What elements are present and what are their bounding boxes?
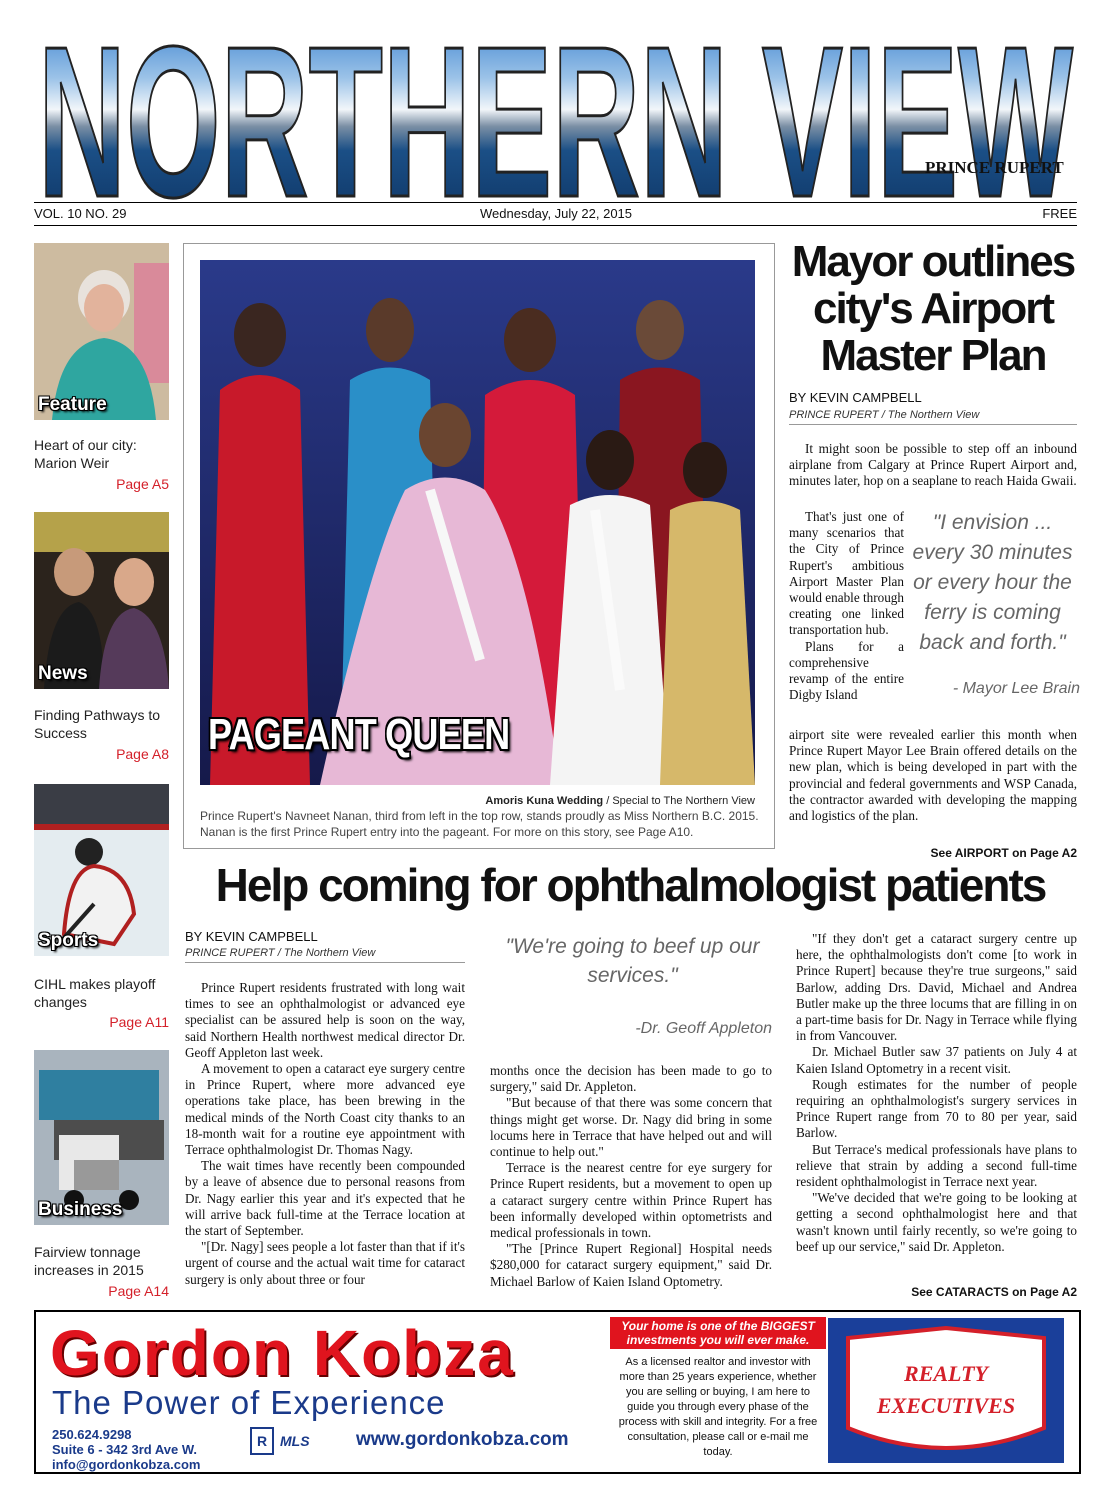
- mayor-pull-quote: "I envision ... every 30 minutes or every hour the ferry is coming back and forth.": [912, 511, 1073, 654]
- mayor-paragraph: airport site were revealed earlier this month when Prince Rupert Mayor Lee Brain offered details on the new plan, which is being developed in part with the provincial and federal governments and WSP Canada, the contractor awarded with developing the mapping and logistics of the plan.: [789, 727, 1077, 824]
- realty-executives-emblem: [828, 1318, 1064, 1463]
- mayor-paragraph: That's just one of many scenarios that the City of Prince Rupert's ambitious Airport Master Plan would enable through creating one linked transportation hub.: [789, 509, 904, 638]
- help-paragraph: Dr. Michael Butler saw 37 patients on July 4 at Kaien Island Optometry in a recent visit.: [796, 1044, 1077, 1076]
- ad-agent-name: Gordon Kobza: [50, 1317, 515, 1389]
- teaser-sports[interactable]: CIHL makes playoff changes: [34, 976, 156, 1010]
- sidebar-item-news[interactable]: [34, 512, 169, 689]
- teaser-feature[interactable]: Heart of our city: Marion Weir: [34, 437, 137, 471]
- help-paragraph: Terrace is the nearest centre for eye surgery for Prince Rupert residents, but a movement to open up a cataract surgery centre within Prince Rupert has been informally developed within optometrists and medical professionals in town.: [490, 1160, 772, 1241]
- mayor-headline[interactable]: Mayor outlines city's Airport Master Plan: [791, 237, 1075, 380]
- ad-phone[interactable]: 250.624.9298: [52, 1427, 132, 1442]
- help-byline: BY KEVIN CAMPBELL: [185, 929, 318, 944]
- sidebar-item-sports[interactable]: [34, 784, 169, 956]
- airport-jump-link[interactable]: See AIRPORT on Page A2: [930, 846, 1077, 860]
- help-paragraph: The wait times have recently been compounded by a leave of absence due to personal reasons from Dr. Nagy earlier this year and it's expected that he will arrive back full-time at the Terrace location at the start of September.: [185, 1158, 465, 1239]
- photo-credit: [200, 795, 755, 807]
- masthead-logo: [30, 31, 1080, 211]
- sidebar-item-business[interactable]: [34, 1050, 169, 1225]
- masthead: [30, 31, 1080, 211]
- mayor-body-top: [789, 441, 1077, 490]
- help-column-1: [185, 980, 465, 1288]
- help-byline-source: PRINCE RUPERT / The Northern View: [185, 947, 465, 963]
- volume-number: VOL. 10 NO. 29: [34, 206, 127, 221]
- ad-email[interactable]: info@gordonkobza.com: [52, 1457, 201, 1472]
- page-link-business[interactable]: Page A14: [108, 1283, 169, 1299]
- photo-credit-name: Amoris Kuna Wedding: [485, 795, 604, 807]
- mayor-byline-source: PRINCE RUPERT / The Northern View: [789, 409, 1077, 425]
- photo-caption: Prince Rupert's Navneet Nanan, third from left in the top row, stands proudly as Miss Northern B.C. 2015. Nanan is the first Prince Rupert entry into the pageant. For more on this story, see Page A10.: [200, 809, 759, 839]
- page-link-sports[interactable]: Page A11: [109, 1014, 169, 1030]
- lead-photo: [200, 260, 755, 785]
- help-quote-attribution: -Dr. Geoff Appleton: [635, 1020, 772, 1037]
- teaser-business[interactable]: Fairview tonnage increases in 2015: [34, 1244, 144, 1278]
- section-label-sports: Sports: [38, 930, 99, 951]
- section-label-news: News: [38, 663, 88, 684]
- price: FREE: [1042, 206, 1077, 221]
- help-paragraph: months once the decision has been made to go to surgery," said Dr. Appleton.: [490, 1063, 772, 1095]
- help-pull-quote: "We're going to beef up our services.": [505, 935, 760, 987]
- help-paragraph: But Terrace's medical professionals have plans to relieve that strain by adding a second full-time resident ophthalmologist in Terrace next year.: [796, 1141, 1077, 1190]
- sidebar-item-feature[interactable]: [34, 243, 169, 420]
- mayor-paragraph: It might soon be possible to step off an inbound airplane from Calgary at Prince Rupert Airport and, minutes later, hop on a seaplane to reach Haida Gwaii.: [789, 441, 1077, 489]
- ad-website[interactable]: www.gordonkobza.com: [356, 1429, 569, 1450]
- help-paragraph: "The [Prince Rupert Regional] Hospital needs $280,000 for cataract surgery equipment," said Dr. Michael Barlow of Kaien Island Optometry.: [490, 1241, 772, 1289]
- help-paragraph: "But because of that there was some concern that things might get worse. Dr. Nagy did bring in some locums here in Terrace that have helped out and will continue to help out.": [490, 1095, 772, 1160]
- mls-label: MLS: [280, 1433, 310, 1449]
- ad-tagline: The Power of Experience: [52, 1384, 446, 1421]
- section-label-business: Business: [38, 1199, 123, 1220]
- mayor-byline: BY KEVIN CAMPBELL: [789, 390, 922, 405]
- help-paragraph: "We've decided that we're going to be looking at getting a second ophthalmologist here and that wasn't known until fairly recently, so we're going to beef up our service," said Dr. Appleton.: [796, 1190, 1077, 1254]
- ad-address: Suite 6 - 342 3rd Ave W.: [52, 1442, 197, 1457]
- help-paragraph: "[Dr. Nagy] sees people a lot faster than that if it's urgent of course and the actual wait time for cataract surgery is only about three or four: [185, 1239, 465, 1287]
- realty-executives-logo: [828, 1318, 1064, 1463]
- ad-banner: Your home is one of the BIGGEST investments you will ever make.: [610, 1317, 826, 1349]
- help-headline[interactable]: Help coming for ophthalmologist patients: [215, 859, 1046, 911]
- logo-line-1: REALTY: [904, 1361, 988, 1386]
- photo-label: PAGEANT QUEEN: [208, 710, 510, 759]
- mayor-paragraph: Plans for a comprehensive revamp of the entire Digby Island: [789, 638, 904, 703]
- realtor-mls-logo: [250, 1427, 340, 1453]
- help-paragraph: "If they don't get a cataract surgery centre up here, the ophthalmologists don't come [to work in Prince Rupert] because they're true surgeons," said Barlow, adding Drs. David, Michael and Andrea Butler make up the three locums that are filling in on a part-time basis for Dr. Nagy in Terrace while flying in from Vancouver.: [796, 931, 1077, 1044]
- issue-date: Wednesday, July 22, 2015: [480, 206, 633, 221]
- help-column-3: [796, 931, 1077, 1255]
- page-link-news[interactable]: Page A8: [116, 746, 169, 762]
- ad-contact: [52, 1427, 200, 1472]
- realtor-r-icon: R: [250, 1427, 274, 1455]
- section-label-feature: Feature: [38, 394, 107, 415]
- ad-blurb: As a licensed realtor and investor with more than 25 years experience, whether you are selling or buying, I am here to guide you through every phase of the process with skill and integrity. For a free consultation, please call or e-mail me today.: [618, 1356, 818, 1458]
- dateline: [34, 202, 1077, 226]
- cataracts-jump-link[interactable]: See CATARACTS on Page A2: [911, 1285, 1077, 1299]
- mayor-body-narrow: [789, 509, 904, 703]
- masthead-title: NORTHERN VIEW: [38, 31, 1074, 211]
- page-link-feature[interactable]: Page A5: [116, 476, 169, 492]
- teaser-news[interactable]: Finding Pathways to Success: [34, 707, 161, 741]
- help-paragraph: A movement to open a cataract eye surgery centre in Prince Rupert, where more advanced eye operations take place, has been brewing in the medical minds of the North Coast city thanks to an 18-month wait for a routine eye appointment with Terrace ophthalmologist Dr. Thomas Nagy.: [185, 1061, 465, 1158]
- help-column-2: [490, 1063, 772, 1290]
- help-paragraph: Prince Rupert residents frustrated with long wait times to see an ophthalmologist or advanced eye specialist can be assured help is soon on the way, said Northern Health northwest medical director Dr. Geoff Appleton last week.: [185, 980, 465, 1060]
- mayor-quote-attribution: - Mayor Lee Brain: [952, 680, 1080, 697]
- logo-line-2: EXECUTIVES: [876, 1393, 1016, 1418]
- photo-credit-source: / Special to The Northern View: [603, 795, 755, 807]
- mayor-body-bottom: [789, 727, 1077, 824]
- pageant-photo: [200, 260, 755, 785]
- masthead-subtitle: PRINCE RUPERT: [925, 158, 1064, 177]
- help-paragraph: Rough estimates for the number of people requiring an ophthalmologist's surgery services in Prince Rupert range from 70 to 80 per year, said Barlow.: [796, 1076, 1077, 1141]
